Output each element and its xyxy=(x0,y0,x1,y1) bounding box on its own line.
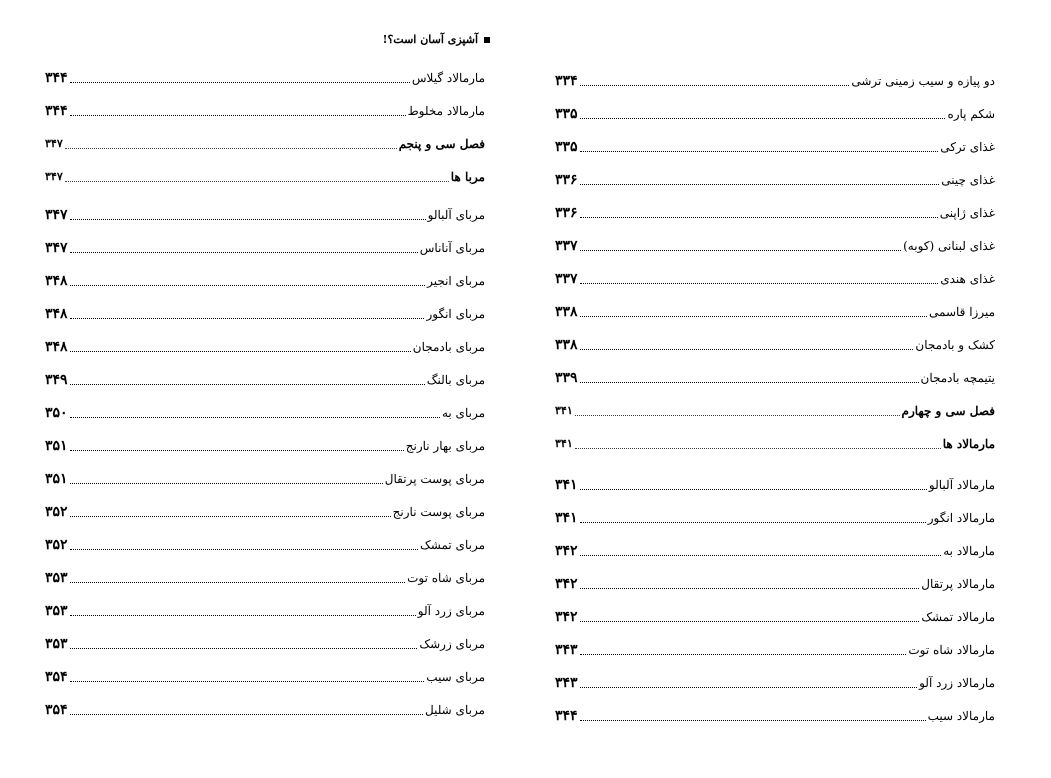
toc-entry[interactable] xyxy=(555,67,995,89)
toc-entry-title: مارمالاد تمشک xyxy=(921,610,995,624)
toc-entry-title: غذای لبنانی (کوبه) xyxy=(903,239,995,253)
toc-entry[interactable] xyxy=(45,201,485,223)
toc-entry[interactable] xyxy=(45,564,485,586)
toc-entry[interactable] xyxy=(555,364,995,386)
toc-page-number: ۳۳۷ xyxy=(555,238,578,254)
toc-entry[interactable] xyxy=(555,166,995,188)
toc-entry[interactable] xyxy=(45,630,485,652)
toc-entry-title: مارمالاد انگور xyxy=(927,511,995,525)
dot-leader xyxy=(65,181,449,182)
toc-entry-title: شکم پاره xyxy=(947,107,995,121)
toc-page-number: ۳۴۴ xyxy=(555,708,578,724)
toc-page-number: ۳۴۷ xyxy=(45,170,63,183)
toc-entry[interactable] xyxy=(555,265,995,287)
toc-page-number: ۳۳۹ xyxy=(555,370,578,386)
toc-entry[interactable] xyxy=(45,465,485,487)
bullet-square-icon xyxy=(484,37,490,43)
toc-page-number: ۳۵۲ xyxy=(45,504,68,520)
dot-leader xyxy=(70,219,426,220)
dot-leader xyxy=(70,615,416,616)
dot-leader xyxy=(70,714,423,715)
toc-entry[interactable] xyxy=(555,603,995,625)
toc-page-number: ۳۳۶ xyxy=(555,205,578,221)
dot-leader xyxy=(580,349,914,350)
dot-leader xyxy=(70,417,440,418)
toc-entry-title: مربای تمشک xyxy=(420,538,485,552)
dot-leader xyxy=(580,588,920,589)
dot-leader xyxy=(70,582,406,583)
dot-leader xyxy=(70,285,426,286)
toc-entry-title: مارمالاد شاه توت xyxy=(908,643,995,657)
toc-entry[interactable] xyxy=(555,133,995,155)
toc-page-number: ۳۵۱ xyxy=(45,438,68,454)
toc-entry[interactable] xyxy=(45,498,485,520)
toc-page-number: ۳۳۵ xyxy=(555,139,578,155)
dot-leader xyxy=(580,555,942,556)
toc-entry-title: غذای ژاپنی xyxy=(939,206,995,220)
toc-entry-title: مربای بادمجان xyxy=(412,340,485,354)
toc-page-number: ۳۵۱ xyxy=(45,471,68,487)
dot-leader xyxy=(580,522,926,523)
toc-entry-title: میرزا قاسمی xyxy=(929,305,995,319)
toc-entry[interactable] xyxy=(45,300,485,322)
toc-entry[interactable] xyxy=(45,97,485,119)
dot-leader xyxy=(70,681,425,682)
dot-leader xyxy=(580,382,919,383)
toc-page-number: ۳۴۲ xyxy=(555,576,578,592)
toc-entry[interactable] xyxy=(555,430,995,452)
toc-entry-title: مربای پوست پرتقال xyxy=(384,472,485,486)
dot-leader xyxy=(580,184,940,185)
toc-page-number: ۳۴۷ xyxy=(45,240,68,256)
toc-entry[interactable] xyxy=(45,366,485,388)
toc-entry[interactable] xyxy=(45,531,485,553)
toc-entry-title: مربای بهار نارنج xyxy=(405,439,485,453)
dot-leader xyxy=(70,115,406,116)
toc-page-number: ۳۴۴ xyxy=(45,103,68,119)
toc-entry[interactable] xyxy=(45,163,485,185)
toc-entry-title: مربای انگور xyxy=(426,307,485,321)
toc-entry-title: مربای به xyxy=(441,406,485,420)
toc-entry[interactable] xyxy=(45,333,485,355)
dot-leader xyxy=(580,654,907,655)
toc-entry-title: مربای انجیر xyxy=(427,274,485,288)
toc-page-number: ۳۳۴ xyxy=(555,73,578,89)
toc-entry[interactable] xyxy=(45,130,485,152)
toc-entry[interactable] xyxy=(45,432,485,454)
toc-page-number: ۳۴۲ xyxy=(555,609,578,625)
toc-page-number: ۳۳۸ xyxy=(555,337,578,353)
toc-entry[interactable] xyxy=(45,663,485,685)
dot-leader xyxy=(580,621,920,622)
toc-entry-title: مارمالاد پرتقال xyxy=(921,577,995,591)
toc-entry[interactable] xyxy=(555,636,995,658)
toc-entry[interactable] xyxy=(555,397,995,419)
toc-entry[interactable] xyxy=(555,298,995,320)
dot-leader xyxy=(575,415,900,416)
toc-entry[interactable] xyxy=(555,232,995,254)
toc-entry-title: مارمالاد مخلوط xyxy=(407,104,485,118)
toc-entry[interactable] xyxy=(555,537,995,559)
toc-entry-title: مارمالاد زرد آلو xyxy=(919,676,995,690)
dot-leader xyxy=(70,648,418,649)
toc-entry-title: مربای شلیل xyxy=(425,703,485,717)
toc-entry-title: مربای آناناس xyxy=(419,241,485,255)
toc-page-number: ۳۴۸ xyxy=(45,306,68,322)
toc-page-number: ۳۳۸ xyxy=(555,304,578,320)
toc-entry[interactable] xyxy=(45,234,485,256)
toc-column-left xyxy=(45,60,485,740)
dot-leader xyxy=(70,549,418,550)
dot-leader xyxy=(70,318,425,319)
dot-leader xyxy=(70,384,425,385)
dot-leader xyxy=(580,217,938,218)
toc-entry-title: مربای پوست نارنج xyxy=(392,505,485,519)
book-title: آشپزی آسان است؟! xyxy=(382,33,478,46)
dot-leader xyxy=(580,316,927,317)
toc-column-right xyxy=(555,60,995,740)
toc-entry-title: غذای چینی xyxy=(941,173,995,187)
toc-page-number: ۳۴۱ xyxy=(555,404,573,417)
toc-entry[interactable] xyxy=(555,331,995,353)
page-header xyxy=(350,30,490,50)
toc-page-number: ۳۳۷ xyxy=(555,271,578,287)
toc-entry-title: مارمالاد آلبالو xyxy=(928,478,995,492)
toc-page-number: ۳۵۲ xyxy=(45,537,68,553)
toc-entry-title: یتیمچه بادمجان xyxy=(920,371,995,385)
toc-entry[interactable] xyxy=(45,597,485,619)
toc-entry-title: مربای شاه توت xyxy=(407,571,485,585)
dot-leader xyxy=(580,687,918,688)
chapter-title: فصل سی و چهارم xyxy=(901,404,995,418)
section-title: مربا ها xyxy=(450,170,485,184)
toc-page-number: ۳۵۳ xyxy=(45,570,68,586)
toc-page-number: ۳۵۴ xyxy=(45,702,68,718)
toc-page-number: ۳۴۱ xyxy=(555,510,578,526)
dot-leader xyxy=(70,450,404,451)
toc-entry[interactable] xyxy=(45,64,485,86)
dot-leader xyxy=(580,151,939,152)
toc-entry-title: مارمالاد سیب xyxy=(927,709,995,723)
toc-page-number: ۳۴۴ xyxy=(45,70,68,86)
toc-page-number: ۳۳۶ xyxy=(555,172,578,188)
toc-page-number: ۳۴۸ xyxy=(45,273,68,289)
toc-entry-title: مربای زرد آلو xyxy=(417,604,485,618)
toc-page-number: ۳۴۱ xyxy=(555,477,578,493)
toc-page-number: ۳۴۳ xyxy=(555,675,578,691)
toc-entry[interactable] xyxy=(555,669,995,691)
dot-leader xyxy=(70,82,410,83)
toc-page-number: ۳۵۴ xyxy=(45,669,68,685)
toc-entry[interactable] xyxy=(45,696,485,718)
dot-leader xyxy=(580,250,902,251)
dot-leader xyxy=(70,516,391,517)
toc-entry[interactable] xyxy=(45,399,485,421)
dot-leader xyxy=(65,148,397,149)
dot-leader xyxy=(575,448,941,449)
toc-entry-title: غذای هندی xyxy=(940,272,995,286)
dot-leader xyxy=(70,351,411,352)
toc-page-number: ۳۵۳ xyxy=(45,636,68,652)
dot-leader xyxy=(580,283,939,284)
toc-entry-title: مربای بالنگ xyxy=(426,373,485,387)
toc-entry[interactable] xyxy=(555,100,995,122)
dot-leader xyxy=(580,118,946,119)
toc-page-number: ۳۴۱ xyxy=(555,437,573,450)
dot-leader xyxy=(70,252,418,253)
toc-entry-title: کشک و بادمجان xyxy=(915,338,995,352)
toc-entry-title: غذای ترکی xyxy=(940,140,995,154)
toc-entry[interactable] xyxy=(555,702,995,724)
toc-page-number: ۳۵۰ xyxy=(45,405,68,421)
toc-page-number: ۳۴۳ xyxy=(555,642,578,658)
toc-entry-title: مربای سیب xyxy=(426,670,485,684)
toc-entry-title: مارمالاد گیلاس xyxy=(411,71,485,85)
dot-leader xyxy=(70,483,383,484)
toc-entry-title: مربای آلبالو xyxy=(427,208,485,222)
dot-leader xyxy=(580,489,927,490)
dot-leader xyxy=(580,720,926,721)
toc-page-number: ۳۴۲ xyxy=(555,543,578,559)
toc-entry[interactable] xyxy=(555,504,995,526)
toc-entry[interactable] xyxy=(45,267,485,289)
toc-page-number: ۳۳۵ xyxy=(555,106,578,122)
toc-page-number: ۳۴۷ xyxy=(45,207,68,223)
toc-page-number: ۳۴۹ xyxy=(45,372,68,388)
toc-entry[interactable] xyxy=(555,199,995,221)
toc-entry-title: مارمالاد به xyxy=(943,544,995,558)
toc-page-number: ۳۵۳ xyxy=(45,603,68,619)
dot-leader xyxy=(580,85,850,86)
section-title: مارمالاد ها xyxy=(942,437,995,451)
toc-page-number: ۳۴۸ xyxy=(45,339,68,355)
chapter-title: فصل سی و پنجم xyxy=(398,137,485,151)
toc-entry-title: مربای زرشک xyxy=(419,637,485,651)
toc-entry[interactable] xyxy=(555,471,995,493)
toc-entry-title: دو پیازه و سیب زمینی ترشی xyxy=(851,74,995,88)
toc-page-number: ۳۴۷ xyxy=(45,137,63,150)
toc-entry[interactable] xyxy=(555,570,995,592)
